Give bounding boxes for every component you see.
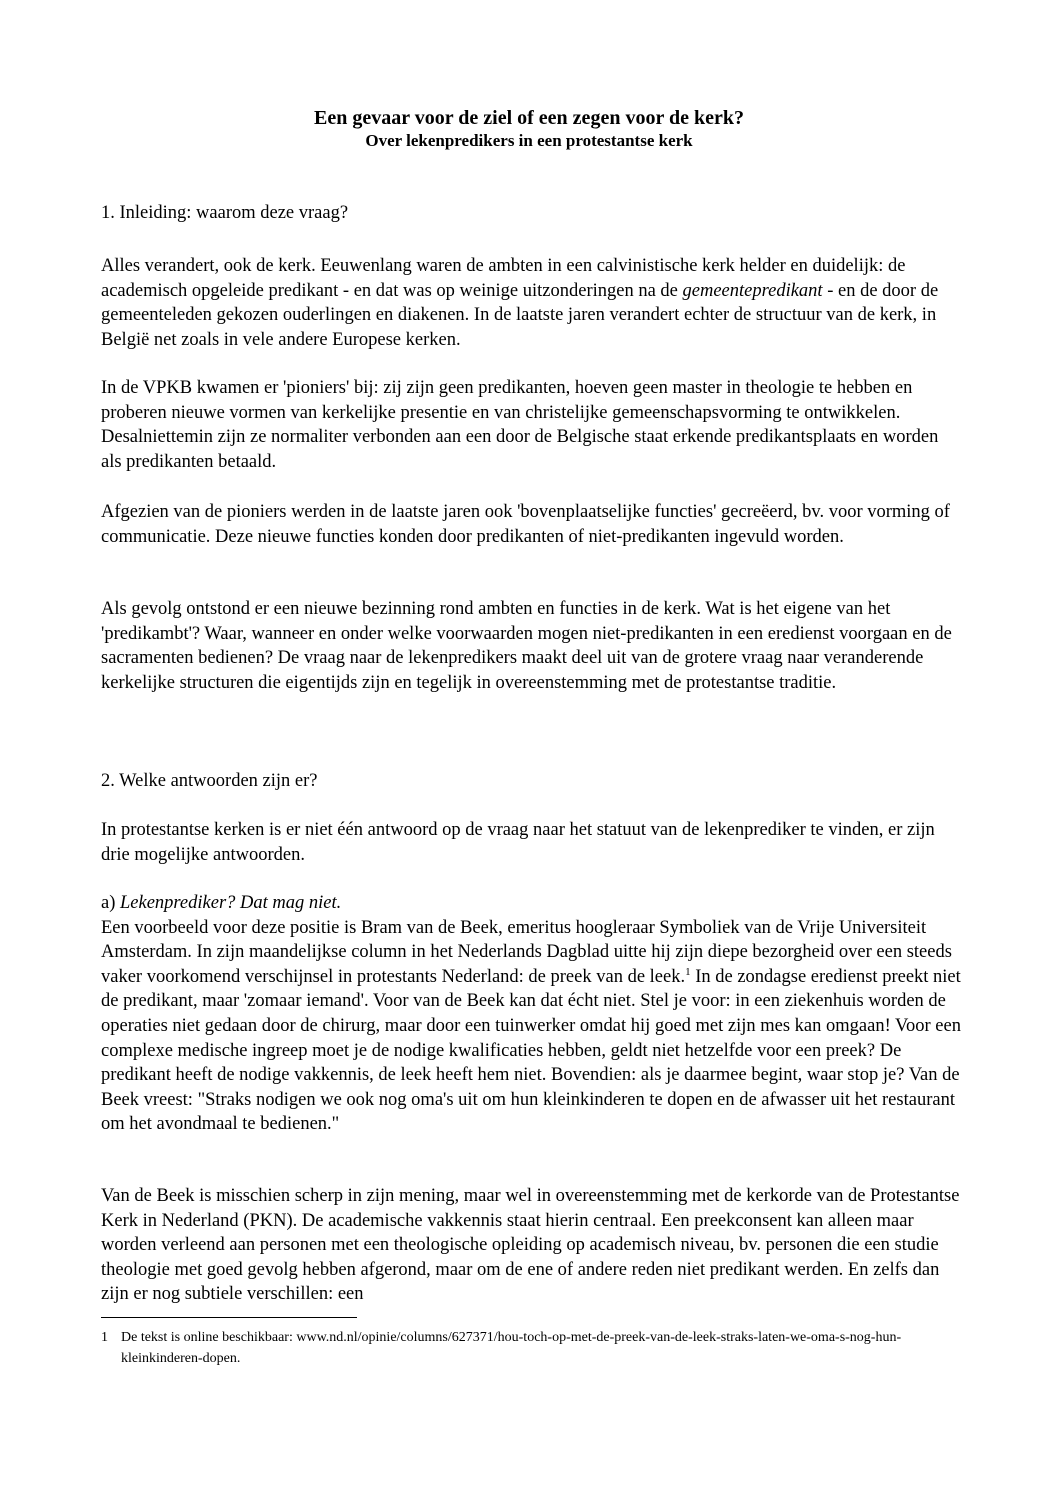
- section-1-heading: 1. Inleiding: waarom deze vraag?: [101, 203, 349, 223]
- emphasis-gemeentepredikant: gemeentepredikant: [682, 280, 823, 301]
- paragraph-text: Een voorbeeld voor deze positie is Bram van de Beek, emeritus hoogleraar Symboliek van de Vrije Universiteit Amsterdam. In zijn maandelijkse column in het Nederlands Dagblad uitte hij zijn diepe bezorgheid over een steeds vaker voorkomend verschijnsel in protestants Nederland: de preek van de leek.: [101, 917, 952, 987]
- section-1-paragraph-3: [101, 500, 961, 549]
- section-2-heading-block: [101, 769, 961, 794]
- subsection-a-title: Lekenprediker? Dat mag niet.: [120, 893, 342, 913]
- footnote: [101, 1327, 961, 1369]
- paragraph-text: Van de Beek is misschien scherp in zijn mening, maar wel in overeenstemming met de kerkorde van de Protestantse Kerk in Nederland (PKN). De academische vakkennis staat hierin centraal. Een preekconsent kan alleen maar worden verleend aan personen met een theologische opleiding op academisch niveau, bv. personen die een studie theologie met goed gevolg hebben afgerond, maar om de ene of andere reden niet predikant werden. En zelfs dan zijn er nog subtiele verschillen: een: [101, 1186, 960, 1305]
- paragraph-text: - en de door de gemeenteleden gekozen ouderlingen en diakenen. In de laatste jaren verandert echter de structuur van de kerk, in België net zoals in vele andere Europese kerken.: [101, 280, 939, 350]
- document-subtitle: Over lekenpredikers in een protestantse kerk: [365, 131, 693, 150]
- section-2-intro: [101, 818, 961, 867]
- paragraph-text: Alles verandert, ook de kerk. Eeuwenlang waren de ambten in een calvinistische kerk helder en duidelijk: de academisch opgeleide predikant - en dat was op weinige uitzonderingen na de: [101, 256, 906, 301]
- paragraph-text: In de zondagse eredienst preekt niet de predikant, maar 'zomaar iemand'. Voor van de Beek kan dat écht niet. Stel je voor: in een ziekenhuis worden de operaties niet gedaan door de chirurg, maar door een tuinwerker omdat hij goed met zijn mes kan omgaan! Voor een complexe medische ingreep moet je de nodige kwalificaties hebben, geldt niet hetzelfde voor een preek? De predikant heeft de nodige vakkennis, de leek heeft hem niet. Bovendien: als je daarmee begint, waar stop je? Van de Beek vreest: "Straks nodigen we ook nog oma's uit om hun kleinkinderen te dopen en de afwasser uit het restaurant om het avondmaal te bedienen.": [101, 966, 961, 1135]
- paragraph-text: In de VPKB kwamen er 'pioniers' bij: zij zijn geen predikanten, hoeven geen master in theologie te hebben en proberen nieuwe vormen van kerkelijke presentie en van christelijke gemeenschapsvorming te ontwikkelen. Desalniettemin zijn ze normaliter verbonden aan een door de Belgische staat erkende predikantsplaats en worden als predikanten betaald.: [101, 378, 939, 472]
- section-1-heading-block: [101, 201, 961, 226]
- document-title: Een gevaar voor de ziel of een zegen voor de kerk?: [314, 107, 744, 129]
- paragraph-text: In protestantse kerken is er niet één antwoord op de vraag naar het statuut van de lekenprediker te vinden, er zijn drie mogelijke antwoorden.: [101, 820, 935, 865]
- footnote-text: De tekst is online beschikbaar: www.nd.nl/opinie/columns/627371/hou-toch-op-met-de-preek-van-de-leek-straks-laten-we-oma-s-nog-hun-kleinkinderen-dopen.: [121, 1330, 902, 1366]
- paragraph-text: Als gevolg ontstond er een nieuwe bezinning rond ambten en functies in de kerk. Wat is het eigene van het 'predikambt'? Waar, wanneer en onder welke voorwaarden mogen niet-predikanten in een eredienst voorgaan en de sacramenten bedienen? De vraag naar de lekenpredikers maakt deel uit van de grotere vraag naar veranderende kerkelijke structuren die eigentijds zijn en tegelijk in overeenstemming met de protestantse traditie.: [101, 599, 952, 693]
- footnote-number: 1: [101, 1330, 108, 1345]
- subsection-a-prefix: a): [101, 893, 120, 913]
- title-block: [0, 106, 1058, 152]
- section-2a-block: [101, 891, 961, 1137]
- paragraph-text: Afgezien van de pioniers werden in de laatste jaren ook 'bovenplaatselijke functies' gecreëerd, bv. voor vorming of communicatie. Deze nieuwe functies konden door predikanten of niet-predikanten ingevuld worden.: [101, 502, 950, 547]
- section-2a-paragraph-2: [101, 1184, 961, 1307]
- subsection-a-heading: [101, 891, 961, 916]
- footnote-separator: [101, 1317, 357, 1318]
- section-1-paragraph-2: [101, 376, 961, 474]
- section-2-heading: 2. Welke antwoorden zijn er?: [101, 771, 318, 791]
- footnote-reference[interactable]: 1: [685, 965, 691, 978]
- section-1-paragraph-4: [101, 597, 961, 695]
- section-1-paragraph-1: [101, 254, 961, 352]
